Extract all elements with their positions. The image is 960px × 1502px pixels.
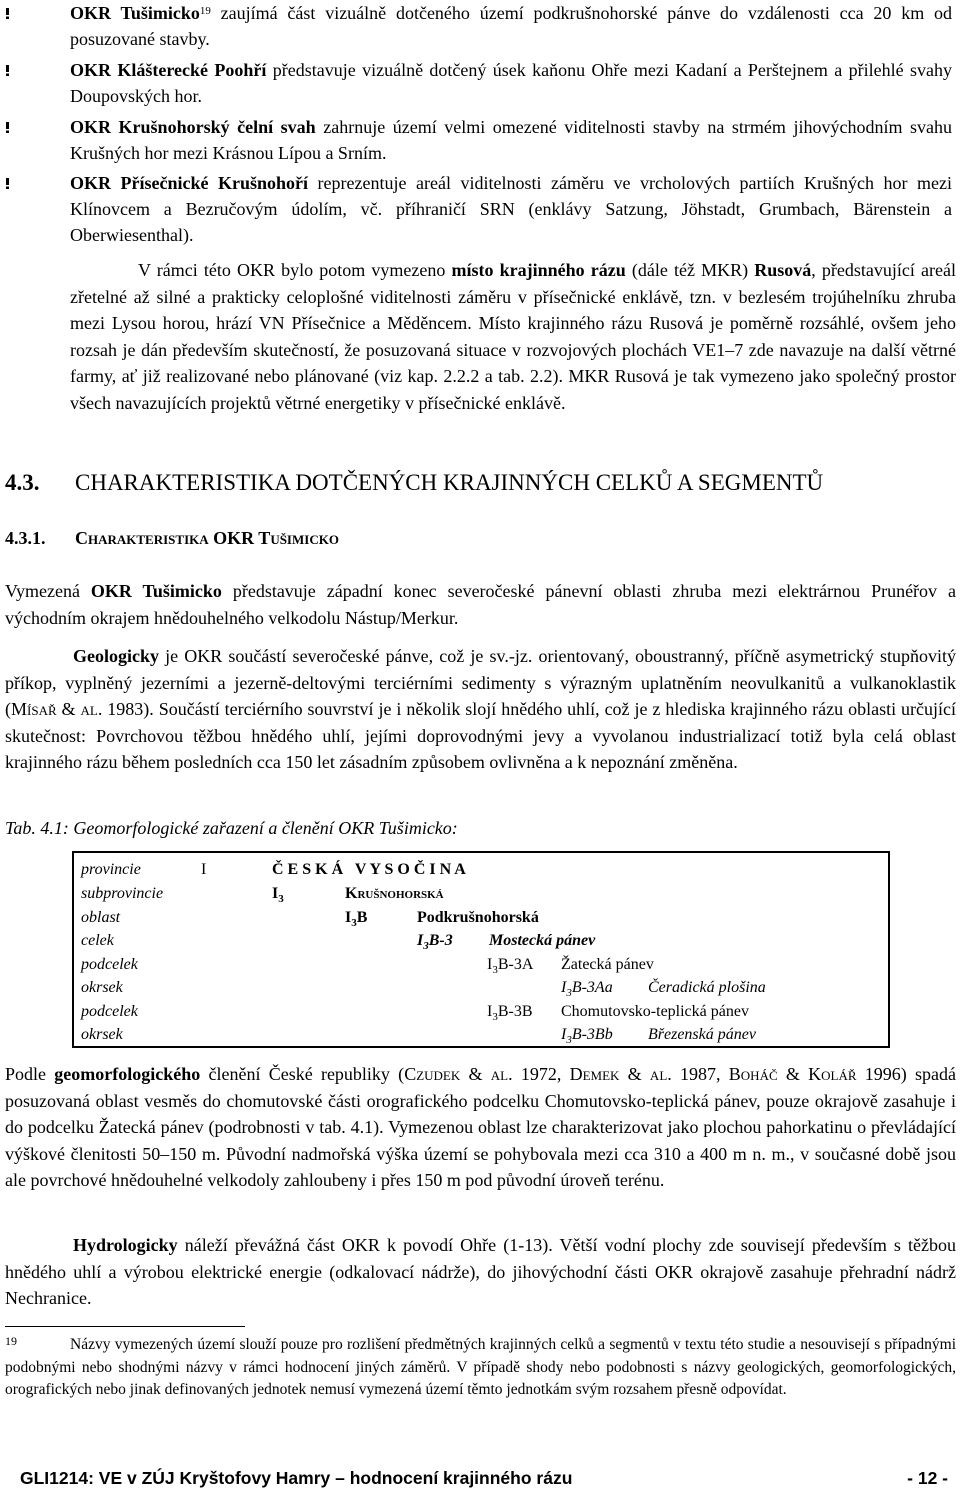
row-value: Č E S K Á V Y S O Č I N A xyxy=(272,861,466,878)
paragraph-hydrology xyxy=(5,1232,956,1312)
row-value: Čeradická plošina xyxy=(648,979,766,996)
row-label: provincie xyxy=(81,861,141,878)
row-value: Chomutovsko-teplická pánev xyxy=(561,1003,749,1020)
section-title: CHARAKTERISTIKA DOTČENÝCH KRAJINNÝCH CELKŮ A SEGMENTŮ xyxy=(75,470,824,495)
text-run: V rámci této OKR bylo potom vymezeno xyxy=(138,260,452,280)
bullet-marker-icon xyxy=(3,65,12,76)
bullet-marker-icon xyxy=(3,122,12,133)
text-run: je OKR součástí severočeské pánve, což je sv.-jz. orientovaný, oboustranný, příčně asymetrický stupňovitý příkop, vyplněný jezerními a jezerně-deltovými terciérními sedimenty s výrazným uplatněním neovulkanitů a vulkanoklastik ( xyxy=(5,646,956,719)
section-heading xyxy=(5,470,823,496)
citation-author: Mísař & al. xyxy=(11,699,103,719)
text-run: (dále též MKR) xyxy=(625,260,755,280)
bullet-text: zaujímá část vizuálně dotčeného území podkrušnohorské pánve do vzdálenosti cca 20 km od posuzované stavby. xyxy=(70,3,952,49)
row-value: Březenská pánev xyxy=(648,1026,756,1043)
bullet-marker-icon xyxy=(3,178,12,189)
okr-name: OKR Klášterecké Poohří xyxy=(70,60,267,80)
bullet-okr-klasterecke-poohri xyxy=(0,57,960,109)
page-footer xyxy=(20,1468,948,1489)
row-code: $I_3B-3Aa$ xyxy=(561,979,613,999)
table-caption: Tab. 4.1: Geomorfologické zařazení a členění OKR Tušimicko: xyxy=(5,818,458,838)
row-label: oblast xyxy=(81,909,121,926)
paragraph-geomorphology xyxy=(5,1061,956,1194)
subsection-heading xyxy=(5,528,339,549)
text-run-bold: místo krajinného rázu xyxy=(451,260,626,280)
text-run-bold: Geologicky xyxy=(73,646,159,666)
row-label: subprovincie xyxy=(81,885,164,902)
text-run: , představující areál zřetelné až silné a prakticky celoplošné viditelnosti záměru v přísečnické enklávě, tzn. v bezlesém trojúhelníku zhruba mezi Lysou horou, hrází VN Přísečnice a Měděncem. Místo krajinného rázu Rusová je poměrně rozsáhlé, ovšem jeho rozsah je dán především skutečností, že posuzovaná situace v rozvojových plochách VE1–7 zde navazuje na další větrné farmy, ať již realizované nebo plánované (viz kap. 2.2.2 a tab. 2.2). MKR Rusová je tak vymezeno jako společný prostor všech navazujících projektů větrné energetiky v přísečnické enklávě. xyxy=(70,260,956,413)
row-code: $I_3B$ xyxy=(345,909,368,929)
row-value: Krušnohorská xyxy=(345,885,444,902)
row-label: okrsek xyxy=(81,1026,123,1043)
page-number: - 12 - xyxy=(907,1468,948,1488)
row-code: $I_3B-3Bb$ xyxy=(561,1026,613,1046)
subsection-number: 4.3.1. xyxy=(5,528,46,548)
section-number: 4.3. xyxy=(5,470,40,495)
okr-name: OKR Tušimicko xyxy=(70,3,200,23)
text-run: 1983). Součástí terciérního souvrství je i několik slojí hnědého uhlí, což je z hlediska krajinného rázu oblasti určující skutečnost: Povrchovou těžbou hnědého uhlí, jejími doprovodnými jevy a vyvolanou industrializací totiž byla celá oblast krajinného rázu během posledních cca 150 let zásadním způsobem ovlivněna a k nepoznání změněna. xyxy=(5,699,956,772)
footnote-separator xyxy=(5,1326,245,1327)
row-code: $I_3$ xyxy=(272,885,284,905)
text-run: Vymezená xyxy=(5,581,91,601)
row-label: okrsek xyxy=(81,979,123,996)
text-run: 1972, xyxy=(512,1064,570,1084)
footnote-text: Názvy vymezených území slouží pouze pro rozlišení předmětných krajinných celků a segmentů v textu této studie a nesouvisejí s případnými podobnými nebo shodnými názvy v rámci hodnocení jiných záměrů. V případě shody nebo podobnosti s názvy geologických, geomorfologických, orografických nebo jinak definovaných jednotek nemusí vymezená území těmto jednotkám svým rozsahem přesně odpovídat. xyxy=(5,1336,956,1398)
row-code: $I_3B-3$ xyxy=(417,932,453,952)
bullet-text: zahrnuje území velmi omezené viditelnosti stavby na strmém jihovýchodním svahu Krušných hor mezi Krásnou Lípou a Srním. xyxy=(70,117,953,163)
text-run-bold: Rusová xyxy=(754,260,812,280)
bullet-text: představuje vizuálně dotčený úsek kaňonu Ohře mezi Kadaní a Perštejnem a přilehlé svahy Doupovských hor. xyxy=(70,60,952,106)
okr-name: OKR Přísečnické Krušnohoří xyxy=(70,173,309,193)
text-run: představuje západní konec severočeské pánevní oblasti zhruba mezi elektrárnou Prunéřov a východním okrajem hnědouhelného velkodolu Nástup/Merkur. xyxy=(5,581,956,628)
text-run-bold: Hydrologicky xyxy=(73,1235,178,1255)
text-run: členění České republiky ( xyxy=(200,1064,405,1084)
text-run-bold: geomorfologického xyxy=(54,1064,201,1084)
subsection-title: Charakteristika OKR Tušimicko xyxy=(75,528,339,548)
paragraph-geology xyxy=(5,643,956,776)
row-value: Mostecká pánev xyxy=(489,932,596,949)
row-code: $I_3B-3B$ xyxy=(487,1003,533,1023)
bullet-text: reprezentuje areál viditelnosti záměru ve vrcholových partiích Krušných hor mezi Klínovcem a Bezručovým údolím, vč. příhraničí SRN (enklávy Satzung, Jöhstadt, Grumbach, Bärenstein a Oberwiesenthal). xyxy=(70,173,952,245)
text-run: 1996) spadá posuzovaná oblast vesměs do chomutovské části orografického podcelku Chomutovsko-teplická pánev, pouze okrajově zasahuje i do podcelku Žatecká pánev (podrobnosti v tab. 4.1). Vymezenou oblast lze charakterizovat jako plochou pahorkatinu o převládající výškové členitosti 50–150 m. Původní nadmořská výška území se pohybovala mezi cca 310 a 400 m n. m., v současné době jsou ale povrchové hnědouhelné velkodoly zahloubeny i přes 150 m pod původní úroveň terénu. xyxy=(5,1064,956,1190)
bullet-marker-icon xyxy=(3,8,12,19)
text-run-bold: OKR Tušimicko xyxy=(90,581,222,601)
footnote-ref: 19 xyxy=(199,5,211,17)
footnote xyxy=(5,1334,956,1402)
row-value: Žatecká pánev xyxy=(561,956,654,973)
row-value: Podkrušnohorská xyxy=(417,909,539,926)
okr-name: OKR Krušnohorský čelní svah xyxy=(70,117,316,137)
text-run: 1987, xyxy=(671,1064,729,1084)
paragraph-mkr-rusova xyxy=(70,257,956,416)
bullet-okr-tusimicko xyxy=(0,0,960,52)
row-code: $I_3B-3A$ xyxy=(487,956,534,976)
citation-author: Czudek & al. xyxy=(404,1064,513,1084)
text-run: náleží převážná část OKR k povodí Ohře (1-13). Větší vodní plochy zde souvisejí především s těžbou hnědého uhlí a výrobou elektrické energie (odkalovací nádrže), do jihovýchodní části OKR okrajově zasahuje přehradní nádrž Nechranice. xyxy=(5,1235,956,1308)
citation-author: Demek & al. xyxy=(569,1064,672,1084)
text-run: Podle xyxy=(5,1064,55,1084)
bullet-okr-krusnohorsky-celni-svah xyxy=(0,114,960,166)
bullet-okr-prisecnicke-krusnohori xyxy=(0,170,960,248)
citation-author: Boháč & Kolář xyxy=(728,1064,857,1084)
paragraph-intro xyxy=(5,578,956,631)
footnote-number: 19 xyxy=(5,1334,17,1348)
footer-title: GLI1214: VE v ZÚJ Kryštofovy Hamry – hodnocení krajinného rázu xyxy=(20,1468,573,1488)
row-label: podcelek xyxy=(81,1003,138,1020)
row-label: podcelek xyxy=(81,956,138,973)
row-code: I xyxy=(201,861,207,878)
row-label: celek xyxy=(81,932,114,949)
geomorphology-table xyxy=(72,851,890,1048)
